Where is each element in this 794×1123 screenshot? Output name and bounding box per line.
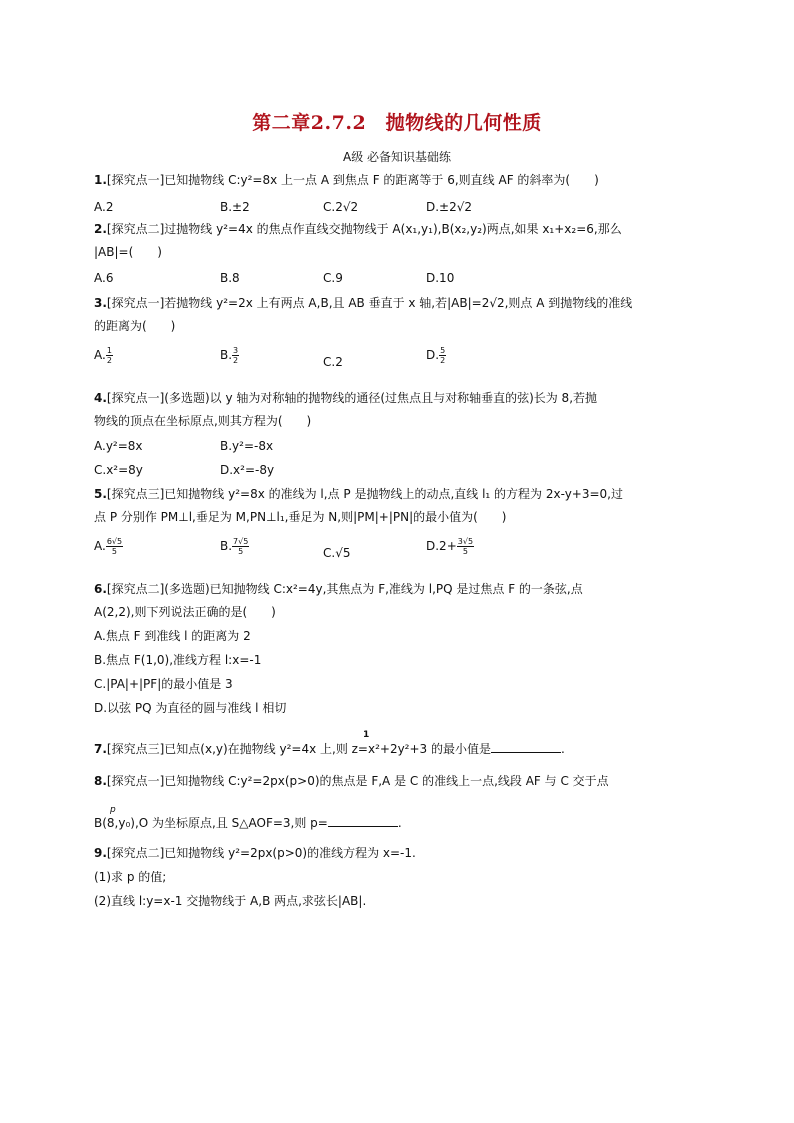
- fraction: [232, 537, 249, 556]
- question-text: [探究点三]已知抛物线 y²=8x 的准线为 l,点 P 是抛物线上的动点,直线 l₁ 的方程为 2x-y+3=0,过: [106, 487, 624, 501]
- q8-fraction-superscript: p: [110, 805, 116, 815]
- fraction: [106, 537, 123, 556]
- question-9-part-2: (2)直线 l:y=x-1 交抛物线于 A,B 两点,求弦长|AB|.: [94, 894, 367, 908]
- section-subtitle: A级 必备知识基础练: [342, 150, 452, 164]
- question-8-line-2: [94, 814, 402, 831]
- page-title: 第二章2.7.2 抛物线的几何性质: [252, 112, 542, 134]
- fraction: [457, 537, 474, 556]
- question-8: [94, 773, 609, 789]
- q6-option-b: B.焦点 F(1,0),准线方程 l:x=-1: [94, 653, 262, 667]
- option-letter: B.: [220, 348, 233, 362]
- q4-option-c: C.x²=8y: [94, 463, 143, 477]
- question-text: B(8,y₀),O 为坐标原点,且 S△AOF=3,则 p=: [94, 816, 328, 830]
- denominator: 2: [440, 356, 446, 365]
- question-text: [探究点二]已知抛物线 y²=2px(p>0)的准线方程为 x=-1.: [106, 846, 416, 860]
- q6-option-c: C.|PA|+|PF|的最小值是 3: [94, 677, 233, 691]
- question-3: [94, 295, 632, 311]
- option-letter: D.: [426, 348, 440, 362]
- question-number: 7.: [94, 742, 107, 756]
- punctuation: .: [561, 742, 565, 756]
- numerator: 6√5: [106, 537, 123, 546]
- q5-option-a: [94, 537, 123, 556]
- q2-option-a: A.6: [94, 271, 114, 285]
- q2-option-d: D.10: [426, 271, 455, 285]
- question-5-line-2: 点 P 分别作 PM⊥l,垂足为 M,PN⊥l₁,垂足为 N,则|PM|+|PN|的最小值为( ): [94, 510, 507, 524]
- question-6: [94, 581, 583, 597]
- q3-option-d: [426, 346, 446, 365]
- question-text: [探究点一]若抛物线 y²=2x 上有两点 A,B,且 AB 垂直于 x 轴,若|AB|=2√2,则点 A 到抛物线的准线: [106, 296, 633, 310]
- question-6-line-2: A(2,2),则下列说法正确的是( ): [94, 605, 276, 619]
- question-7: [94, 740, 565, 757]
- q5-option-d: [426, 537, 474, 556]
- option-letter: B.: [220, 539, 233, 553]
- denominator: 2: [106, 356, 112, 365]
- question-text: [探究点二](多选题)已知抛物线 C:x²=4y,其焦点为 F,准线为 l,PQ 是过焦点 F 的一条弦,点: [106, 582, 583, 596]
- q1-option-c: C.2√2: [323, 200, 359, 214]
- q1-option-a: A.2: [94, 200, 114, 214]
- numerator: 7√5: [233, 537, 249, 546]
- question-9: [94, 845, 416, 861]
- question-number: 8.: [94, 774, 107, 788]
- question-9-part-1: (1)求 p 的值;: [94, 870, 167, 884]
- question-number: 6.: [94, 582, 107, 596]
- q2-option-b: B.8: [220, 271, 240, 285]
- q5-option-b: [220, 537, 249, 556]
- question-2-line-2: |AB|=( ): [94, 245, 162, 259]
- numerator: 1: [106, 346, 112, 355]
- question-text: [探究点一](多选题)以 y 轴为对称轴的抛物线的通径(过焦点且与对称轴垂直的弦)长为 8,若抛: [106, 391, 598, 405]
- denominator: 5: [111, 547, 117, 556]
- question-number: 3.: [94, 296, 107, 310]
- question-text: [探究点一]已知抛物线 C:y²=2px(p>0)的焦点是 F,A 是 C 的准线上一点,线段 AF 与 C 交于点: [106, 774, 609, 788]
- question-number: 2.: [94, 222, 107, 236]
- q3-option-a: [94, 346, 113, 365]
- denominator: 2: [233, 356, 239, 365]
- q3-option-b: [220, 346, 239, 365]
- option-letter: D.2+: [426, 539, 457, 553]
- q5-option-c: C.√5: [323, 546, 351, 560]
- q2-option-c: C.9: [323, 271, 343, 285]
- question-text: [探究点三]已知点(x,y)在抛物线 y²=4x 上,则 z=x²+2y²+3 的最小值是: [106, 742, 491, 756]
- punctuation: .: [397, 816, 402, 830]
- q1-option-b: B.±2: [220, 200, 250, 214]
- question-1: [94, 172, 599, 188]
- fraction: [106, 346, 113, 365]
- fraction: [232, 346, 239, 365]
- question-5: [94, 486, 623, 502]
- numerator: 5: [440, 346, 446, 355]
- answer-blank[interactable]: [328, 814, 398, 827]
- q7-exponent: 1: [363, 730, 370, 740]
- numerator: 3√5: [457, 537, 474, 546]
- answer-blank[interactable]: [491, 740, 561, 753]
- numerator: 3: [233, 346, 239, 355]
- q4-option-a: A.y²=8x: [94, 439, 143, 453]
- question-number: 1.: [94, 173, 107, 187]
- question-number: 5.: [94, 487, 107, 501]
- question-4: [94, 390, 597, 406]
- option-letter: A.: [94, 348, 106, 362]
- question-4-line-2: 物线的顶点在坐标原点,则其方程为( ): [94, 414, 312, 428]
- question-number: 4.: [94, 391, 107, 405]
- option-letter: A.: [94, 539, 106, 553]
- question-number: 9.: [94, 846, 107, 860]
- denominator: 5: [462, 547, 468, 556]
- q1-option-d: D.±2√2: [426, 200, 473, 214]
- fraction: [439, 346, 446, 365]
- q6-option-a: A.焦点 F 到准线 l 的距离为 2: [94, 629, 251, 643]
- question-text: [探究点一]已知抛物线 C:y²=8x 上一点 A 到焦点 F 的距离等于 6,则直线 AF 的斜率为( ): [106, 173, 599, 187]
- q4-option-d: D.x²=-8y: [220, 463, 275, 477]
- question-3-line-2: 的距离为( ): [94, 319, 176, 333]
- denominator: 5: [238, 547, 244, 556]
- question-text: [探究点二]过抛物线 y²=4x 的焦点作直线交抛物线于 A(x₁,y₁),B(x₂,y₂)两点,如果 x₁+x₂=6,那么: [106, 222, 622, 236]
- q4-option-b: B.y²=-8x: [220, 439, 274, 453]
- q6-option-d: D.以弦 PQ 为直径的圆与准线 l 相切: [94, 701, 287, 715]
- q3-option-c: C.2: [323, 355, 343, 369]
- question-2: [94, 221, 622, 237]
